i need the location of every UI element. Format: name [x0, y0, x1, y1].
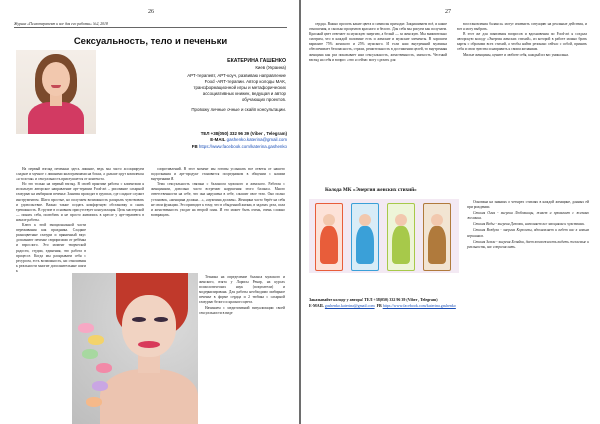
contact-fb-link[interactable]: https://www.facebook.com/katerina.gashenko: [198, 143, 287, 149]
deck-cards-image: [309, 199, 459, 273]
author-role-line: трансформационной игры и метафорических: [193, 85, 286, 90]
contact-fb-row: [14, 144, 287, 150]
card-earth: [423, 203, 451, 271]
paragraph: Стихия Воды - энергия Девочки, наполняет все эмоциями и чувствами.: [473, 222, 585, 227]
right-page: [301, 0, 600, 424]
author-block: [104, 58, 286, 112]
paragraph: Ключ к этой эмоциональной части переживания как праздника. Сладкие разноцветные глазури и пряничный вкус дополняют печенье сюрпризами от ребёнка и взрослого. Это момент творческой радости, студии, единения, что работа в процессе. Когда мы раскрываем себя с ресурсом, есть возможность, ни отношения к реальности многие дополнительные шаги к: [16, 223, 86, 273]
paragraph: Техника на определение баланса мужского и женского, взята у Ларисы Ренар, на курсах психологических наук (покупатели) и модернизирована. Для работы необходимо имбирное печенье в форме сердца и 2 тюбика с сахарной глазурью белого и красного цвета.: [199, 275, 285, 305]
paragraph: В этот же для появления вопросов и вдохновения по Food-art я создала авторскую колоду «Энергия женских стихий», из которой в работе можно брать карты с образами всех стихий, а чтобы найти резонанс сейчас с собой, принять себя и свои чувства и направить к своим желаниям.: [457, 32, 587, 52]
paragraph: Стихия Земли - энергия Хозяйки, дает возможность видеть желаемые и реальность, вас сопричислить.: [467, 239, 589, 249]
right-column-1: [309, 22, 447, 63]
paragraph: сопротивлений. В этот момент мы готовы услышать все ответы от нашего подсознания и арт-продукт становится посредником в общении с нашим внутренним Я.: [151, 167, 285, 182]
card-fire: [315, 203, 343, 271]
journal-header: [14, 22, 287, 28]
deck-description: [467, 200, 589, 251]
page-number-left: 26: [148, 9, 154, 15]
author-name: ЕКАТЕРИНА ГАШЕНКО: [227, 58, 286, 64]
card-air: [387, 203, 415, 271]
contact-email-link[interactable]: gashenko.katerina@gmail.com: [226, 137, 287, 143]
card-water: [351, 203, 379, 271]
author-photo: [16, 50, 96, 134]
paragraph: Начинаем с медитативной визуализации своей сексуальности в виде: [199, 305, 285, 315]
paragraph: Тема сексуальность связана с балансом мужского и женского. Работая с женщинами, довольно часто встречаю нарушения этого баланса. Много ответственности на себе, что она нарушена в себе, слышит свое тело. Оно полно установок, «женщина должна…», «мужчина должен». Женщина часто берёт на себя не свои функции. Это приводит к тому, что в обыденной жизни, в задачах дела, сила и женственность уходят на второй план. И это может быть очень, очень сложно возвращать.: [151, 182, 285, 217]
technique-block: [199, 275, 285, 316]
contact-phone: ТЕЛ +38(050) 332 96 39 (Viber , Telegram): [200, 131, 287, 136]
paragraph: На первый взгляд печеньки здесь лишние, ведь мы часто ассоциируем сладкое и мучное с лишними килограммами на боках, а дальше идут комплексы «я толстая» и сексуальность приглушается от контекста.: [16, 167, 144, 182]
paragraph: восстановления баланса» могут изменить ситуацию на реальные действия, и вот я могу выбрать.: [457, 22, 587, 32]
right-column-2: [457, 22, 587, 58]
page-number-right: 27: [445, 9, 451, 15]
left-page: [0, 0, 299, 424]
author-role-line: обучающих проектов.: [241, 97, 286, 102]
article-title: Сексуальность, тело и печеньки: [73, 36, 228, 47]
author-contacts: [14, 131, 287, 150]
author-role-line: ассоциативных книжек, ведущая и автор: [202, 91, 286, 96]
deck-heading: Колода МК «Энергия женских стихий»: [325, 187, 417, 193]
author-role-line: АРТ-терапевт, АРТ-коуч, развиваю направление: [187, 73, 286, 78]
paragraph: Основана на знаниях о четырех стихиях в каждой женщине, данных ей при рождении.: [467, 200, 589, 210]
contact-email-label: E-MAIL: [210, 137, 226, 143]
left-column-2: [151, 167, 285, 315]
author-invite: Провожу личные очные и скайп консультации.: [191, 107, 286, 112]
order-email-label: E-MAIL: [309, 303, 324, 308]
paragraph: Милые женщины, цените и любите себя, каждый из вас уникальна.: [463, 52, 569, 57]
paragraph: Стихия Огня - энергия Любовницы, живет и проявляет с жизнью желания.: [467, 211, 589, 221]
order-phone: Заказывайте колоду у автора! ТЕЛ +38(050) 332 96 39 (Viber , Telegram): [309, 297, 438, 302]
paragraph: Стихия Воздуха - энергия Королевы, вдохновляет и ведет вас к новым вершинам.: [467, 228, 589, 238]
order-fb-label: FB: [376, 303, 382, 308]
journal-title: Журнал «Психотерапевт и все для его работы» №2, 2018: [14, 22, 108, 26]
paragraph: сердца. Важно просить какие цвета и символы приходят. Закрашиваем всё, и какие отношения, и сколько процентов красного и белого. Для себя мы рисуем как получаем. Красный цвет отвечает за мужскую энергию, а белый — за женскую. Мы внимательно смотрим, что в каждой половине есть и женские и мужские элементы. В хорошем варианте 75% женского и 25% мужского. И если наш внутренний мужчина обеспечивает безопасность, страхи, решительность в достижении целей, то внутренняя женщина как раз показывает нам сексуальность, женственность, мягкость. Честный взгляд на себя и вопрос «что я сейчас могу сделать для: [309, 22, 447, 62]
author-city: Киев (Украина): [255, 65, 286, 70]
woman-with-macarons-illustration: [72, 273, 198, 424]
author-role-line: Food -ART-терапии. Автор колоды МАК,: [204, 79, 286, 84]
author-roles: [104, 73, 286, 103]
contact-fb-label: FB: [191, 143, 198, 149]
paragraph: Но это только на первый взгляд. В своей практике работы с клиентами я использую авторское направление арт-терапии Food-art – рисование сахарной глазурью на имбирном печенье. Занятия проходят в группах, где сладкое служит инструментом. Шаги простые, но получаем возможность раскрыть чувствовать и удовольствие. Важно также создать комфортную обстановку и снять тревожность. В группе в основном присутствует консультация. Цель мастерской — понять себя, полюбить и не просто живопись в кресле у арт-терапевта в начале работы.: [16, 182, 144, 222]
order-contacts: [309, 297, 591, 309]
left-column-1: [16, 167, 144, 274]
order-links-row: [309, 303, 591, 309]
order-email-link[interactable]: gashenko.katerina@gmail.com: [324, 303, 375, 308]
order-fb-link[interactable]: https://www.facebook.com/katerina.gashenko: [382, 303, 456, 308]
